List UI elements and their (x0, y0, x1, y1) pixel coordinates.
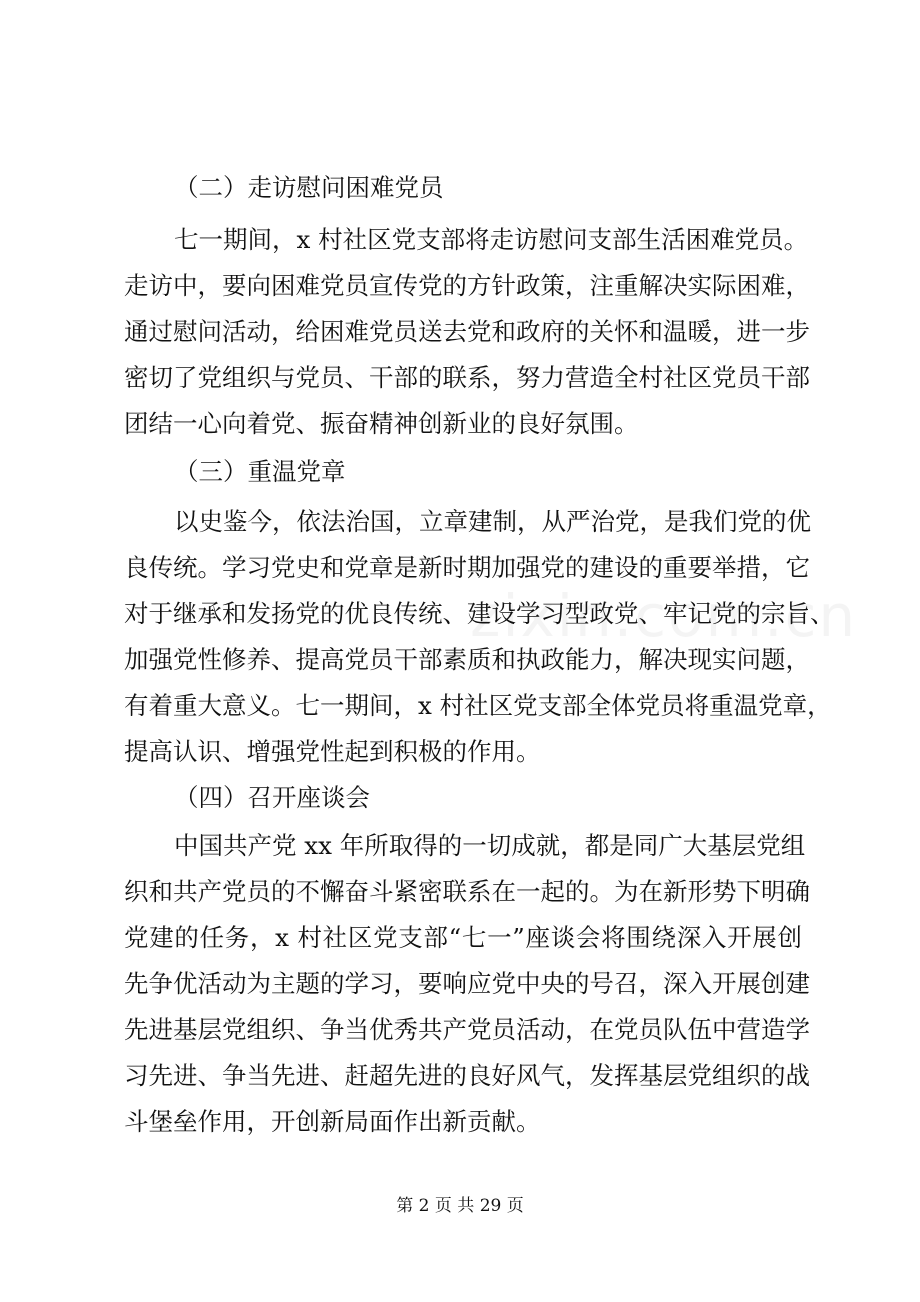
paragraph-line: 密切了党组织与党员、干部的联系，努力营造全村社区党员干部 (124, 363, 810, 392)
paragraph-line: 以史鉴今，依法治国，立章建制，从严治党，是我们党的优 (174, 507, 811, 536)
paragraph-line: 有着重大意义。七一期间，x 村社区党支部全体党员将重温党章， (124, 691, 832, 720)
section-heading-2: （二）走访慰问困难党员 (174, 173, 444, 202)
paragraph-line: 习先进、争当先进、赶超先进的良好风气，发挥基层党组织的战 (124, 1061, 810, 1090)
paragraph-line: 中国共产党 xx 年所取得的一切成就，都是同广大基层党组 (174, 831, 806, 860)
paragraph-line: 斗堡垒作用，开创新局面作出新贡献。 (124, 1107, 541, 1136)
paragraph-line: 良传统。学习党史和党章是新时期加强党的建设的重要举措，它 (124, 553, 810, 582)
section-heading-3: （三）重温党章 (174, 457, 346, 486)
paragraph-line: 党建的任务，x 村社区党支部“七一”座谈会将围绕深入开展创 (124, 923, 802, 952)
paragraph-line: 提高认识、增强党性起到积极的作用。 (124, 737, 541, 766)
section-heading-4: （四）召开座谈会 (174, 783, 370, 812)
paragraph-line: 先进基层党组织、争当优秀共产党员活动，在党员队伍中营造学 (124, 1015, 810, 1044)
paragraph-line: 走访中，要向困难党员宣传党的方针政策，注重解决实际困难， (124, 271, 810, 300)
paragraph-line: 织和共产党员的不懈奋斗紧密联系在一起的。为在新形势下明确 (124, 877, 810, 906)
paragraph-line: 团结一心向着党、振奋精神创新业的良好氛围。 (124, 409, 639, 438)
paragraph-line: 对于继承和发扬党的优良传统、建设学习型政党、牢记党的宗旨、 (124, 599, 835, 628)
paragraph-line: 先争优活动为主题的学习，要响应党中央的号召，深入开展创建 (124, 969, 810, 998)
paragraph-line: 七一期间，x 村社区党支部将走访慰问支部生活困难党员。 (174, 225, 809, 254)
page-number-footer: 第 2 页 共 29 页 (396, 1196, 524, 1216)
paragraph-line: 加强党性修养、提高党员干部素质和执政能力，解决现实问题， (124, 645, 810, 674)
paragraph-line: 通过慰问活动，给困难党员送去党和政府的关怀和温暖，进一步 (124, 317, 810, 346)
